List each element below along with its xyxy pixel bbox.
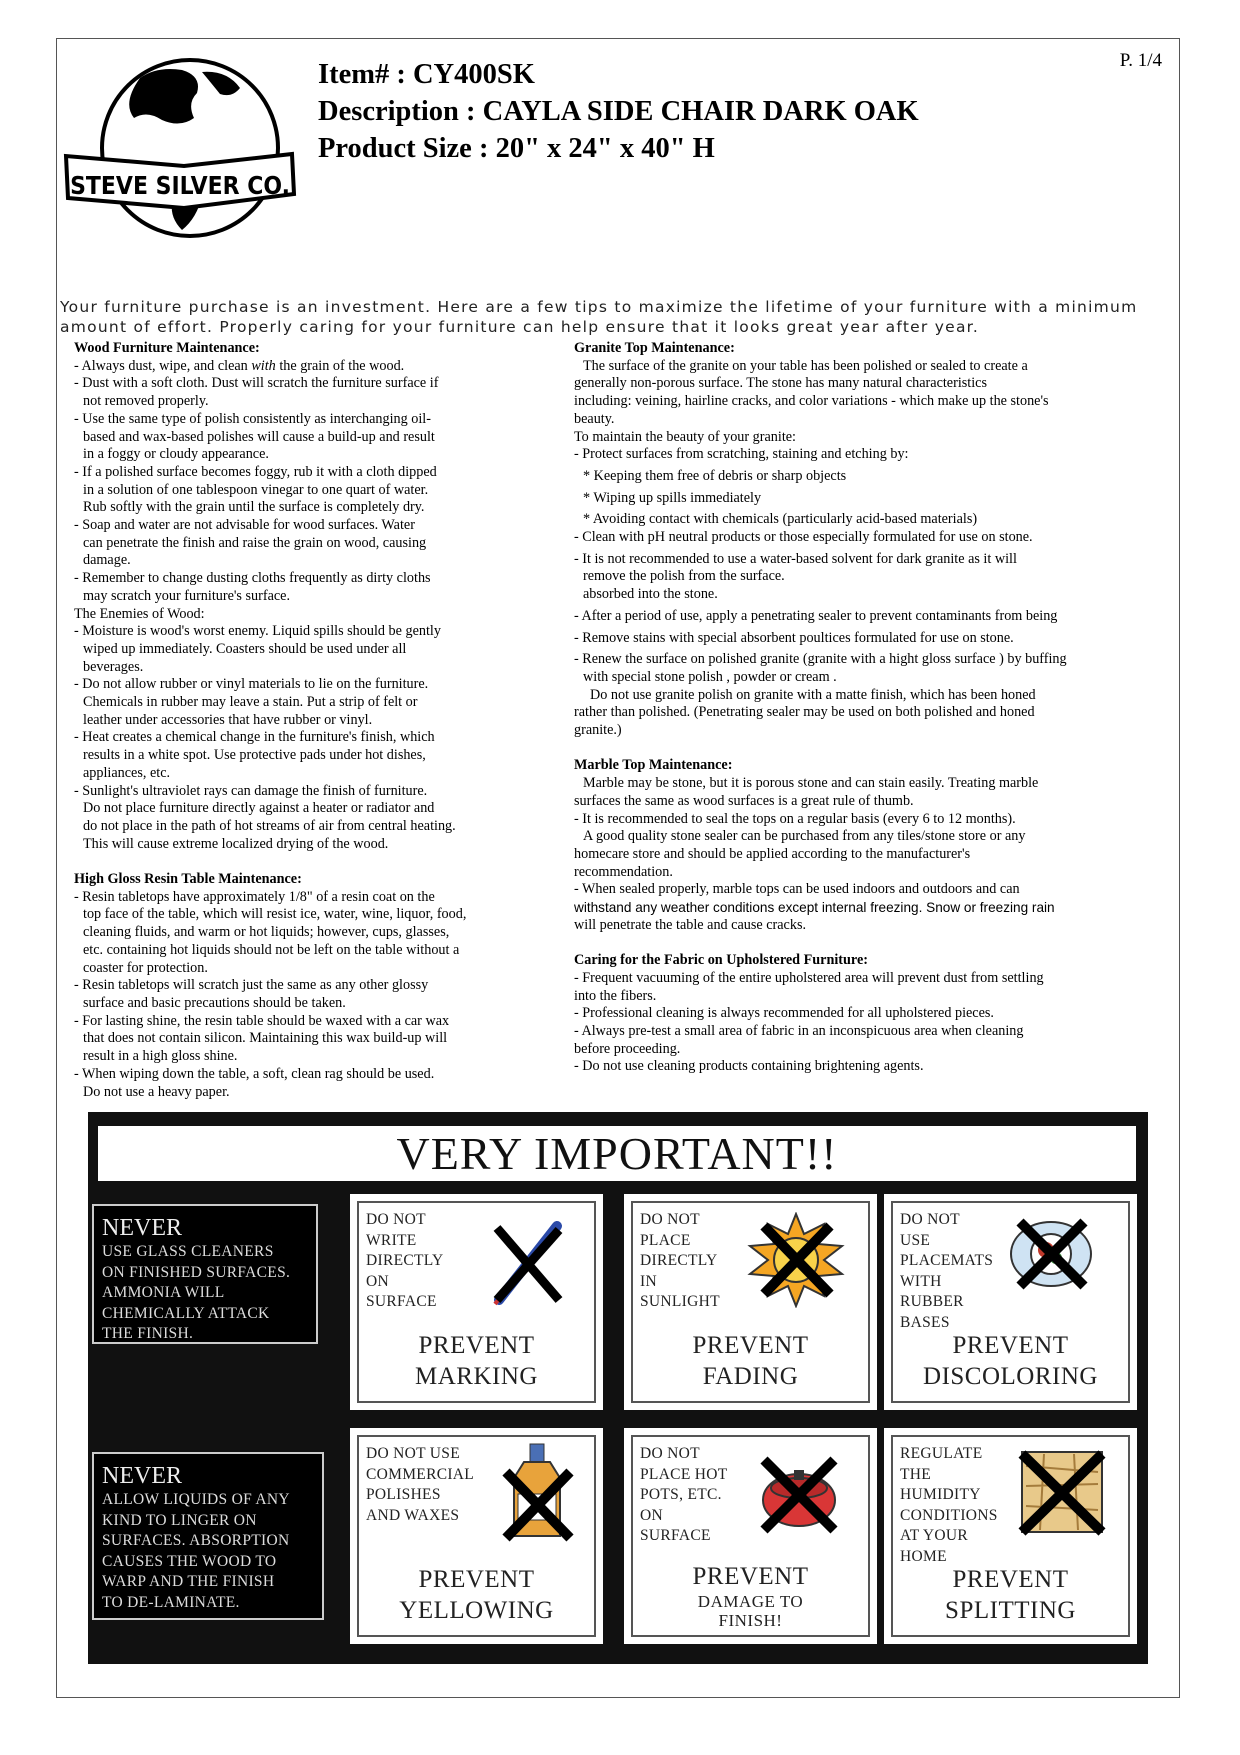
- prevent-target: MARKING: [415, 1363, 538, 1390]
- resin-line: etc. containing hot liquids should not be left on the table without a: [83, 941, 460, 958]
- granite-line: - Renew the surface on polished granite (granite with a hight gloss surface ) by buffing: [574, 651, 1067, 668]
- wood-line: may scratch your furniture's surface.: [83, 587, 291, 604]
- granite-bullet: * Keeping them free of debris or sharp objects: [583, 467, 847, 484]
- fabric-line: - Frequent vacuuming of the entire upholstered area will prevent dust from settling: [574, 969, 1044, 986]
- resin-line: that does not contain silicon. Maintaining this wax build-up will: [83, 1030, 448, 1047]
- granite-line: including: veining, hairline cracks, and color variations - which make up the stone's: [574, 393, 1049, 410]
- very-important-panel: [88, 1112, 1148, 1664]
- resin-line: result in a high gloss shine.: [83, 1048, 238, 1065]
- enemies-title: The Enemies of Wood:: [74, 605, 205, 622]
- fabric-line: - Always pre-test a small area of fabric in an inconspicuous area when cleaning: [574, 1022, 1024, 1039]
- hot-pot-icon: [754, 1452, 844, 1536]
- resin-line: - For lasting shine, the resin table should be waxed with a car wax: [74, 1012, 450, 1029]
- sun-icon: [746, 1212, 846, 1308]
- marble-line: - When sealed properly, marble tops can be used indoors and outdoors and can: [574, 881, 1020, 898]
- prevent-label: PREVENT: [952, 1566, 1069, 1593]
- marble-line: homecare store and should be applied according to the manufacturer's: [574, 845, 971, 862]
- wood-line: damage.: [83, 552, 131, 569]
- pen-icon: [489, 1218, 569, 1308]
- enemies-line: - Do not allow rubber or vinyl materials to lie on the furniture.: [74, 676, 429, 693]
- fabric-line: - Do not use cleaning products containing brightening agents.: [574, 1058, 924, 1075]
- card-prevent-marking: DO NOT WRITE DIRECTLY ON SURFACE PREVENT MARKING: [350, 1194, 603, 1410]
- never-liquids: NEVER ALLOW LIQUIDS OF ANY KIND TO LINGER ON SURFACES. ABSORPTION CAUSES THE WOOD TO WARP AND THE FINISH TO DE-LAMINATE.: [92, 1452, 324, 1620]
- resin-line: surface and basic precautions should be taken.: [83, 995, 346, 1011]
- intro-paragraph: Your furniture purchase is an investment. Here are a few tips to maximize the lifetime of your furniture with a minimum amount of effort. Properly caring for your furniture can help ensure that it looks great year after year.: [60, 298, 1138, 336]
- wood-line: not removed properly.: [83, 393, 209, 410]
- granite-line: - Clean with pH neutral products or those especially formulated for use on stone.: [574, 529, 1033, 546]
- card-prevent-discoloring: DO NOT USE PLACEMATS WITH RUBBER BASES PREVENT DISCOLORING: [884, 1194, 1137, 1410]
- wood-line: can penetrate the finish and raise the grain on wood, causing: [83, 534, 427, 551]
- card-prevent-fading: DO NOT PLACE DIRECTLY IN SUNLIGHT PREVENT FADING: [624, 1194, 877, 1410]
- placemat-icon: [1006, 1212, 1096, 1292]
- wood-line: - Soap and water are not advisable for wood surfaces. Water: [74, 517, 415, 534]
- enemies-line: results in a white spot. Use protective pads under hot dishes,: [83, 747, 426, 764]
- wood-line: in a foggy or cloudy appearance.: [83, 446, 269, 463]
- resin-line: Do not use a heavy paper.: [83, 1083, 230, 1100]
- right-column: [574, 340, 1134, 1076]
- prevent-label: PREVENT: [418, 1332, 535, 1359]
- logo-text: STEVE SILVER CO.: [70, 170, 290, 201]
- resin-line: top face of the table, which will resist ice, water, wine, liquor, food,: [83, 906, 467, 923]
- card-prevent-damage: DO NOT PLACE HOT POTS, ETC. ON SURFACE PREVENT DAMAGE TO FINISH!: [624, 1428, 877, 1644]
- granite-line: with special stone polish , powder or cream .: [583, 668, 837, 685]
- granite-line: The surface of the granite on your table has been polished or sealed to create a: [583, 357, 1028, 374]
- granite-bullet: * Avoiding contact with chemicals (particularly acid-based materials): [583, 511, 978, 528]
- polish-bottle-icon: [500, 1442, 576, 1542]
- prevent-target: YELLOWING: [399, 1597, 554, 1624]
- marble-line: A good quality stone sealer can be purchased from any tiles/stone store or any: [583, 828, 1026, 845]
- granite-line: - Remove stains with special absorbent poultices formulated for use on stone.: [574, 629, 1014, 646]
- wood-line: - If a polished surface becomes foggy, rub it with a cloth dipped: [74, 463, 437, 480]
- wood-title: Wood Furniture Maintenance:: [74, 340, 260, 356]
- left-column: [74, 340, 564, 1101]
- header: [318, 56, 919, 167]
- resin-line: - Resin tabletops will scratch just the same as any other glossy: [74, 977, 429, 994]
- prevent-label: PREVENT: [952, 1332, 1069, 1359]
- enemies-line: Do not place furniture directly against a heater or radiator and: [83, 800, 435, 817]
- wood-line: based and wax-based polishes will cause a build-up and result: [83, 428, 435, 445]
- enemies-line: - Heat creates a chemical change in the furniture's finish, which: [74, 729, 435, 746]
- fabric-line: before proceeding.: [574, 1040, 681, 1057]
- wood-line: - Dust with a soft cloth. Dust will scratch the furniture surface if: [74, 375, 439, 392]
- marble-line: withstand any weather conditions except internal freezing. Snow or freezing rain: [574, 900, 1055, 916]
- very-important-title: VERY IMPORTANT!!: [98, 1126, 1136, 1181]
- granite-line: - It is not recommended to use a water-based solvent for dark granite as it will: [574, 550, 1017, 567]
- marble-line: recommendation.: [574, 863, 673, 880]
- resin-title: High Gloss Resin Table Maintenance:: [74, 871, 302, 888]
- granite-line: generally non-porous surface. The stone has many natural characteristics: [574, 375, 987, 392]
- wood-line: Rub softly with the grain until the surface is completely dry.: [83, 499, 425, 516]
- marble-line: - It is recommended to seal the tops on a regular basis (every 6 to 12 months).: [574, 810, 1016, 827]
- marble-title: Marble Top Maintenance:: [574, 757, 733, 774]
- granite-line: - After a period of use, apply a penetrating sealer to prevent contaminants from being: [574, 607, 1058, 624]
- granite-line: beauty.: [574, 410, 615, 427]
- card-prevent-yellowing: DO NOT USE COMMERCIAL POLISHES AND WAXES PREVENT YELLOWING: [350, 1428, 603, 1644]
- steve-silver-logo: [62, 48, 298, 243]
- resin-line: - When wiping down the table, a soft, clean rag should be used.: [74, 1065, 435, 1082]
- enemies-line: appliances, etc.: [83, 764, 171, 781]
- wood-line: in a solution of one tablespoon vinegar to one quart of water.: [83, 481, 429, 498]
- enemies-line: This will cause extreme localized drying of the wood.: [83, 835, 389, 852]
- enemies-line: - Sunlight's ultraviolet rays can damage the finish of furniture.: [74, 782, 428, 799]
- prevent-target: FADING: [702, 1363, 799, 1390]
- granite-line: Do not use granite polish on granite with a matte finish, which has been honed: [590, 686, 1036, 703]
- prevent-label: PREVENT: [692, 1332, 809, 1359]
- granite-line: rather than polished. (Penetrating sealer may be used on both polished and honed: [574, 704, 1035, 721]
- prevent-target: FINISH!: [718, 1611, 783, 1630]
- never-glass-cleaners: NEVER USE GLASS CLEANERS ON FINISHED SURFACES. AMMONIA WILL CHEMICALLY ATTACK THE FINISH.: [92, 1204, 318, 1344]
- resin-line: cleaning fluids, and warm or hot liquids; however, cups, glasses,: [83, 924, 450, 941]
- granite-bullet: * Wiping up spills immediately: [583, 489, 762, 506]
- granite-line: granite.): [574, 722, 622, 739]
- prevent-label: PREVENT: [418, 1566, 535, 1593]
- prevent-label: PREVENT: [692, 1563, 809, 1590]
- enemies-line: - Moisture is wood's worst enemy. Liquid spills should be gently: [74, 623, 441, 640]
- enemies-line: leather under accessories that have rubber or vinyl.: [83, 711, 373, 728]
- wood-line: - Remember to change dusting cloths frequently as dirty cloths: [74, 570, 431, 587]
- enemies-line: Chemicals in rubber may leave a stain. Put a strip of felt or: [83, 694, 418, 711]
- page-number: P. 1/4: [1119, 50, 1162, 71]
- card-prevent-splitting: REGULATE THE HUMIDITY CONDITIONS AT YOUR HOME PREVENT SPLITTING: [884, 1428, 1137, 1644]
- granite-line: - Protect surfaces from scratching, staining and etching by:: [574, 446, 909, 463]
- item-description: Description : CAYLA SIDE CHAIR DARK OAK: [318, 96, 919, 127]
- enemies-line: wiped up immediately. Coasters should be used under all: [83, 640, 407, 657]
- enemies-line: do not place in the path of hot streams of air from central heating.: [83, 817, 456, 834]
- granite-line: To maintain the beauty of your granite:: [574, 428, 796, 445]
- granite-line: remove the polish from the surface.: [583, 568, 785, 585]
- fabric-line: into the fibers.: [574, 987, 657, 1004]
- granite-line: absorbed into the stone.: [583, 586, 718, 603]
- marble-line: surfaces the same as wood surfaces is a great rule of thumb.: [574, 792, 914, 809]
- split-wood-icon: [1014, 1446, 1110, 1538]
- wood-line: - Always dust, wipe, and clean with the grain of the wood.: [74, 357, 405, 374]
- resin-line: coaster for protection.: [83, 959, 208, 976]
- fabric-line: - Professional cleaning is always recommended for all upholstered pieces.: [574, 1005, 994, 1022]
- granite-title: Granite Top Maintenance:: [574, 340, 735, 356]
- resin-line: - Resin tabletops have approximately 1/8" of a resin coat on the: [74, 888, 435, 905]
- prevent-target: DISCOLORING: [923, 1363, 1098, 1390]
- marble-line: Marble may be stone, but it is porous stone and can stain easily. Treating marble: [583, 775, 1039, 792]
- prevent-target: SPLITTING: [945, 1597, 1076, 1624]
- product-size: Product Size : 20" x 24" x 40" H: [318, 133, 715, 164]
- fabric-title: Caring for the Fabric on Upholstered Furniture:: [574, 952, 868, 969]
- item-number: Item# : CY400SK: [318, 59, 535, 90]
- wood-line: - Use the same type of polish consistently as interchanging oil-: [74, 410, 431, 427]
- prevent-target: DAMAGE TO: [697, 1592, 804, 1611]
- enemies-line: beverages.: [83, 658, 144, 675]
- marble-line: will penetrate the table and cause cracks.: [574, 916, 807, 933]
